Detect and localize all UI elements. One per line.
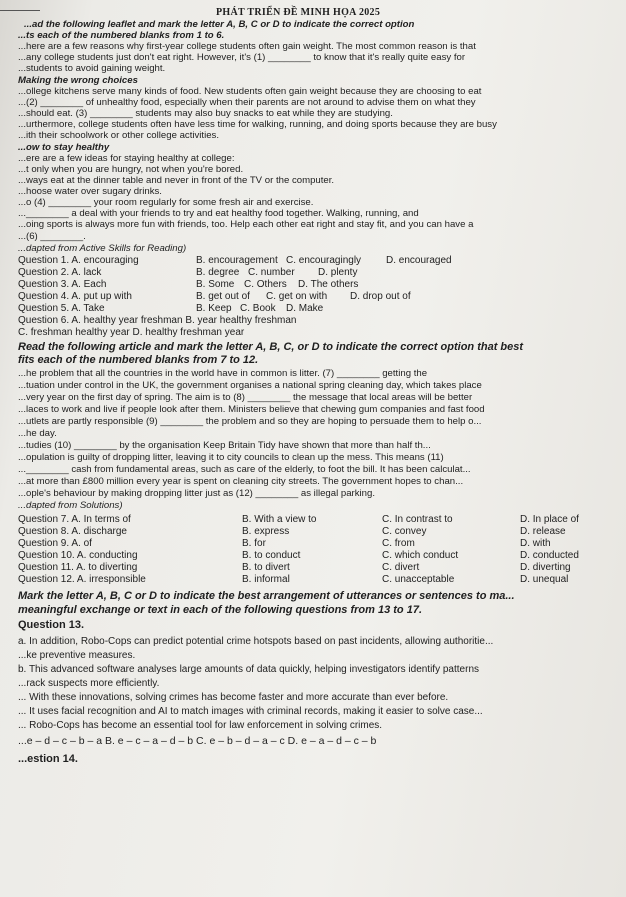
q2-option-c[interactable]: C. number xyxy=(248,267,295,278)
q11-option-c[interactable]: C. divert xyxy=(382,562,420,573)
question-9: Question 9. A. of xyxy=(18,538,92,549)
question-11: Question 11. A. to diverting xyxy=(18,562,138,573)
sec1-source: ...dapted from Active Skills for Reading) xyxy=(18,243,187,254)
q13-sentence-line: a. In addition, Robo-Cops can predict potential crime hotspots based on past incidents, allowing authoritie... xyxy=(18,636,494,647)
sec2-paragraph-line: ...laces to work and live if people look after them. Ministers believe that chewing gum companies and fast food xyxy=(18,404,485,415)
sec1-paragraph-line: ...ere are a few ideas for staying healthy at college: xyxy=(18,153,235,164)
sec2-paragraph-line: ...tuation under control in the UK, the government organises a national spring cleaning day, which takes place xyxy=(18,380,482,391)
sec2-paragraph-line: ...________ cash from fundamental areas, such as care of the elderly, to foot the bill. It has been calculat... xyxy=(18,464,471,475)
sec1-paragraph-line: ...urthermore, college students often have less time for walking, running, and doing sports because they are busy xyxy=(18,119,497,130)
sec2-paragraph-line: ...tudies (10) ________ by the organisation Keep Britain Tidy have shown that more than half th... xyxy=(18,440,431,451)
top-rule xyxy=(0,10,40,11)
sec1-paragraph-line: ...(2) ________ of unhealthy food, especially when their parents are not around to advise them on what they xyxy=(18,97,476,108)
q2-option-b[interactable]: B. degree xyxy=(196,267,240,278)
question-12: Question 12. A. irresponsible xyxy=(18,574,146,585)
q7-option-b[interactable]: B. With a view to xyxy=(242,514,317,525)
sec2-instruction: Read the following article and mark the letter A, B, C, or D to indicate the correct option that best xyxy=(18,341,524,353)
q13-sentence-line: ...rack suspects more efficiently. xyxy=(18,678,160,689)
sec3-instruction: Mark the letter A, B, C or D to indicate the best arrangement of utterances or sentences to ma... xyxy=(18,590,515,602)
sec1-paragraph-line: ...here are a few reasons why first-year college students often gain weight. The most common reason is that xyxy=(18,41,476,52)
sec1-paragraph-line: ...ollege kitchens serve many kinds of food. New students often gain weight because they are choosing to eat xyxy=(18,86,482,97)
sec1-paragraph-line: ...oing sports is always more fun with friends, too. Help each other eat right and stay fit, and you can have a xyxy=(18,219,474,230)
q8-option-d[interactable]: D. release xyxy=(520,526,566,537)
sec2-paragraph-line: ...at more than £800 million every year is spent on cleaning city streets. The government hopes to chan... xyxy=(18,476,464,487)
sec2-paragraph-line: ...ople's behaviour by making dropping litter just as (12) ________ as illegal parking. xyxy=(18,488,376,499)
question-13-label: Question 13. xyxy=(18,619,85,631)
sec1-paragraph-line: ...________ a deal with your friends to try and eat healthy food together. Walking, running, and xyxy=(18,208,419,219)
sec1-heading: Making the wrong choices xyxy=(18,75,138,86)
sec2-paragraph-line: ...utlets are partly responsible (9) ________ the problem and so they are hoping to persuade them to help o... xyxy=(18,416,482,427)
question-1: Question 1. A. encouraging xyxy=(18,255,139,266)
q13-sentence-line: b. This advanced software analyses large amounts of data quickly, helping investigators identify patterns xyxy=(18,664,480,675)
q7-option-c[interactable]: C. In contrast to xyxy=(382,514,453,525)
sec1-heading-2: ...ow to stay healthy xyxy=(18,142,110,153)
q5-option-b[interactable]: B. Keep xyxy=(196,303,232,314)
question-14-label: ...estion 14. xyxy=(18,753,78,765)
sec2-paragraph-line: ...he problem that all the countries in the world have in common is litter. (7) ________ getting the xyxy=(18,368,428,379)
question-10: Question 10. A. conducting xyxy=(18,550,138,561)
q3-option-c[interactable]: C. Others xyxy=(244,279,287,290)
q8-option-c[interactable]: C. convey xyxy=(382,526,427,537)
q3-option-b[interactable]: B. Some xyxy=(196,279,235,290)
q9-option-b[interactable]: B. for xyxy=(242,538,266,549)
q11-option-b[interactable]: B. to divert xyxy=(242,562,290,573)
sec1-paragraph-line: ...(6) ________. xyxy=(18,231,86,242)
sec1-paragraph-line: ...students to avoid gaining weight. xyxy=(18,63,166,74)
q7-option-d[interactable]: D. In place of xyxy=(520,514,579,525)
sec1-paragraph-line: ...t only when you are hungry, not when you're bored. xyxy=(18,164,244,175)
sec1-paragraph-line: ...o (4) ________ your room regularly for some fresh air and exercise. xyxy=(18,197,314,208)
question-4: Question 4. A. put up with xyxy=(18,291,132,302)
q5-option-c[interactable]: C. Book xyxy=(240,303,276,314)
q5-option-d[interactable]: D. Make xyxy=(286,303,324,314)
question-3: Question 3. A. Each xyxy=(18,279,107,290)
sec2-instruction-2: fits each of the numbered blanks from 7 to 12. xyxy=(18,354,259,366)
q13-sentence-line: ... Robo-Cops has become an essential tool for law enforcement in solving crimes. xyxy=(18,720,383,731)
q10-option-c[interactable]: C. which conduct xyxy=(382,550,459,561)
sec1-paragraph-line: ...should eat. (3) ________ students may also buy snacks to eat while they are studying. xyxy=(18,108,393,119)
sec2-paragraph-line: ...opulation is guilty of dropping litter, leaving it to city councils to clean up the mess. This means (11) xyxy=(18,452,444,463)
question-5: Question 5. A. Take xyxy=(18,303,105,314)
sec2-source: ...dapted from Solutions) xyxy=(18,500,123,511)
sec1-instruction-2: ...ts each of the numbered blanks from 1 to 6. xyxy=(18,30,225,41)
q12-option-c[interactable]: C. unacceptable xyxy=(382,574,455,585)
q9-option-d[interactable]: D. with xyxy=(520,538,551,549)
sec2-paragraph-line: ...he day. xyxy=(18,428,57,439)
q13-sentence-line: ... It uses facial recognition and AI to match images with criminal records, making it easier to solve case... xyxy=(18,706,483,717)
q13-answer-options: ...e – d – c – b – a B. e – c – a – d – b C. e – b – d – a – c D. e – a – d – c – b xyxy=(18,735,377,747)
q1-option-c[interactable]: C. encouragingly xyxy=(286,255,362,266)
q4-option-c[interactable]: C. get on with xyxy=(266,291,328,302)
q8-option-b[interactable]: B. express xyxy=(242,526,290,537)
q13-sentence-line: ... With these innovations, solving crimes has become faster and more accurate than ever before. xyxy=(18,692,449,703)
sec1-paragraph-line: ...hoose water over sugary drinks. xyxy=(18,186,162,197)
question-6-options: C. freshman healthy year D. healthy freshman year xyxy=(18,327,245,338)
sec3-instruction-2: meaningful exchange or text in each of the following questions from 13 to 17. xyxy=(18,604,423,616)
q2-option-d[interactable]: D. plenty xyxy=(318,267,358,278)
question-6: Question 6. A. healthy year freshman B. year healthy freshman xyxy=(18,315,297,326)
sec1-paragraph-line: ...ith their schoolwork or other college activities. xyxy=(18,130,220,141)
q4-option-d[interactable]: D. drop out of xyxy=(350,291,411,302)
question-7: Question 7. A. In terms of xyxy=(18,514,131,525)
sec2-paragraph-line: ...very year on the first day of spring. The aim is to (8) ________ the message that local areas will be better xyxy=(18,392,473,403)
q1-option-d[interactable]: D. encouraged xyxy=(386,255,452,266)
sec1-paragraph-line: ...ways eat at the dinner table and never in front of the TV or the computer. xyxy=(18,175,335,186)
q12-option-d[interactable]: D. unequal xyxy=(520,574,569,585)
q3-option-d[interactable]: D. The others xyxy=(298,279,359,290)
question-8: Question 8. A. discharge xyxy=(18,526,127,537)
q1-option-b[interactable]: B. encouragement xyxy=(196,255,278,266)
q10-option-d[interactable]: D. conducted xyxy=(520,550,579,561)
q10-option-b[interactable]: B. to conduct xyxy=(242,550,301,561)
q13-sentence-line: ...ke preventive measures. xyxy=(18,650,136,661)
sec1-instruction: ...ad the following leaflet and mark the letter A, B, C or D to indicate the correct option xyxy=(24,19,415,30)
q11-option-d[interactable]: D. diverting xyxy=(520,562,571,573)
q12-option-b[interactable]: B. informal xyxy=(242,574,290,585)
page-header: PHÁT TRIỂN ĐỀ MINH HỌA 2025 xyxy=(216,7,381,18)
q4-option-b[interactable]: B. get out of xyxy=(196,291,250,302)
sec1-paragraph-line: ...any college students just don't eat right. However, it's (1) ________ to know that it's really quite easy for xyxy=(18,52,466,63)
question-2: Question 2. A. lack xyxy=(18,267,102,278)
q9-option-c[interactable]: C. from xyxy=(382,538,415,549)
